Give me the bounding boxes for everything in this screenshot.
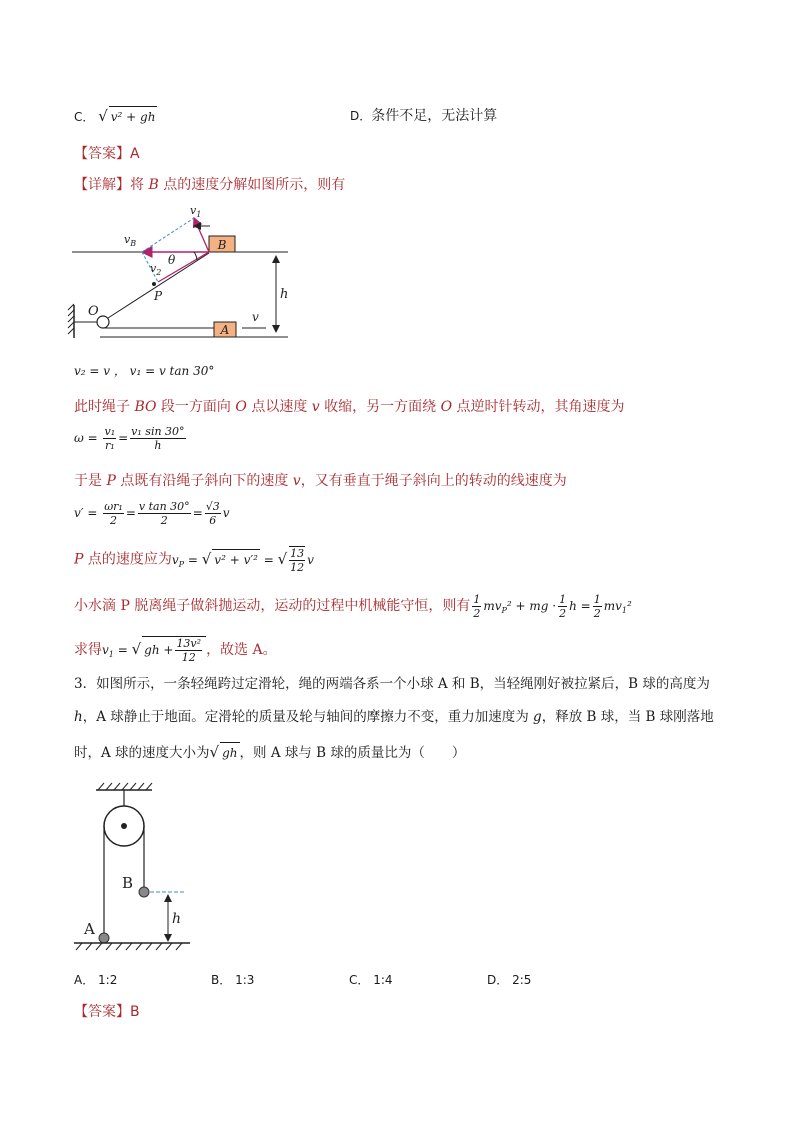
explanation-label: 【详解】 [74,177,130,193]
theta-arc [194,252,197,260]
pulley-axle [121,823,127,829]
ball-a [99,933,109,943]
option-c-label: C． [74,110,95,124]
option-a[interactable]: A． 1:2 [74,973,118,987]
option-d [350,106,497,126]
label-vb: $v_B$ [124,233,137,248]
label-theta: θ [168,253,176,267]
question-3-line-2: h，A 球静止于地面。定滑轮的质量及轮与轴间的摩擦力不变，重力加速度为 g，释放 B 球，当 B 球刚落地 [74,709,714,725]
question-3-line-3: 时，A 球的速度大小为√ gh ，则 A 球与 B 球的质量比为（ ） [74,743,466,761]
option-b[interactable]: B． 1:3 [211,973,255,987]
box-b-label: B [217,238,227,252]
label-a: A [84,920,95,938]
option-c-expr: v² + gh [109,106,158,127]
label-v1: $v_1$ [190,204,202,219]
explanation-line-2: 此时绳子 BO 段一方面向 O 点以速度 v 收缩，另一方面绕 O 点逆时针转动，其角速度为 [74,399,625,415]
ceiling-hatch [98,783,152,790]
ball-b [139,887,149,897]
label-v: v [252,310,259,324]
answer-value: A [130,146,140,162]
explanation-line-4: P 点的速度应为$v_P$ = √ v² + v′² = √ $\frac{13}{12}$ v [74,547,314,574]
point-p [152,282,156,286]
label-p: P [154,289,163,303]
intro-text-1: 将 [130,177,149,193]
wall-hatch [68,304,74,334]
answer-label: 【答案】 [74,146,130,162]
option-c: C． √ v² + gh [74,107,156,125]
ground-hatch [76,943,182,950]
eq2: ω = $\frac{\text{v₁}}{\text{r₁}}$ = $\frac{\text{v₁ sin 30°}}{h}$ [74,425,185,452]
rope-to-b [108,253,209,318]
explanation-intro [74,175,345,195]
answer-prev [74,144,140,164]
label-b: B [122,874,134,892]
pulley-diagram [66,778,196,958]
vector-v2 [158,252,209,282]
velocity-diagram [66,200,296,345]
box-a-label: A [220,323,230,337]
label-v2: $v_2$ [150,262,162,277]
intro-text-2: 点的速度分解如图所示，则有 [158,177,346,193]
eq1: v₂ = v ， v₁ = v tan 30° [74,364,215,378]
explanation-line-3: 于是 P 点既有沿绳子斜向下的速度 v，又有垂直于绳子斜向上的转动的线速度为 [74,473,567,489]
vector-v1 [194,218,209,252]
dash-1 [142,218,194,252]
eq3: v′ = $\frac{\text{ωr₁}}{2}$ = $\frac{\text{v tan 30°}}{2}$ = $\frac{√3}{6}$ v [74,500,230,527]
option-d-label: D． [350,109,372,123]
question-3-line-1: 3．如图所示，一条轻绳跨过定滑轮，绳的两端各系一个小球 A 和 B，当轻绳刚好被拉紧后，B 球的高度为 [74,676,710,692]
answer-q3: 【答案】B [74,1004,140,1020]
option-c-q3[interactable]: C． 1:4 [349,973,393,987]
option-d-q3[interactable]: D． 2:5 [487,973,532,987]
explanation-line-5: 小水滴 P 脱离绳子做斜抛运动，运动的过程中机械能守恒，则有 $\frac{1}{2}$ $mv_P^2$ + mg · $\frac{1}{2}$ h = $\frac{1}{2}$ $mv_1^2$ [74,593,632,620]
label-o: O [88,304,99,319]
label-h: h [172,911,182,927]
explanation-line-6: 求得$v_1$ = √ gh + $\frac{\text{13v²}}{12}$ ，故选 A。 [74,637,277,664]
label-h: h [280,287,289,302]
option-d-text: 条件不足，无法计算 [371,108,498,124]
intro-var: B [148,177,159,193]
pulley-o [97,316,109,328]
